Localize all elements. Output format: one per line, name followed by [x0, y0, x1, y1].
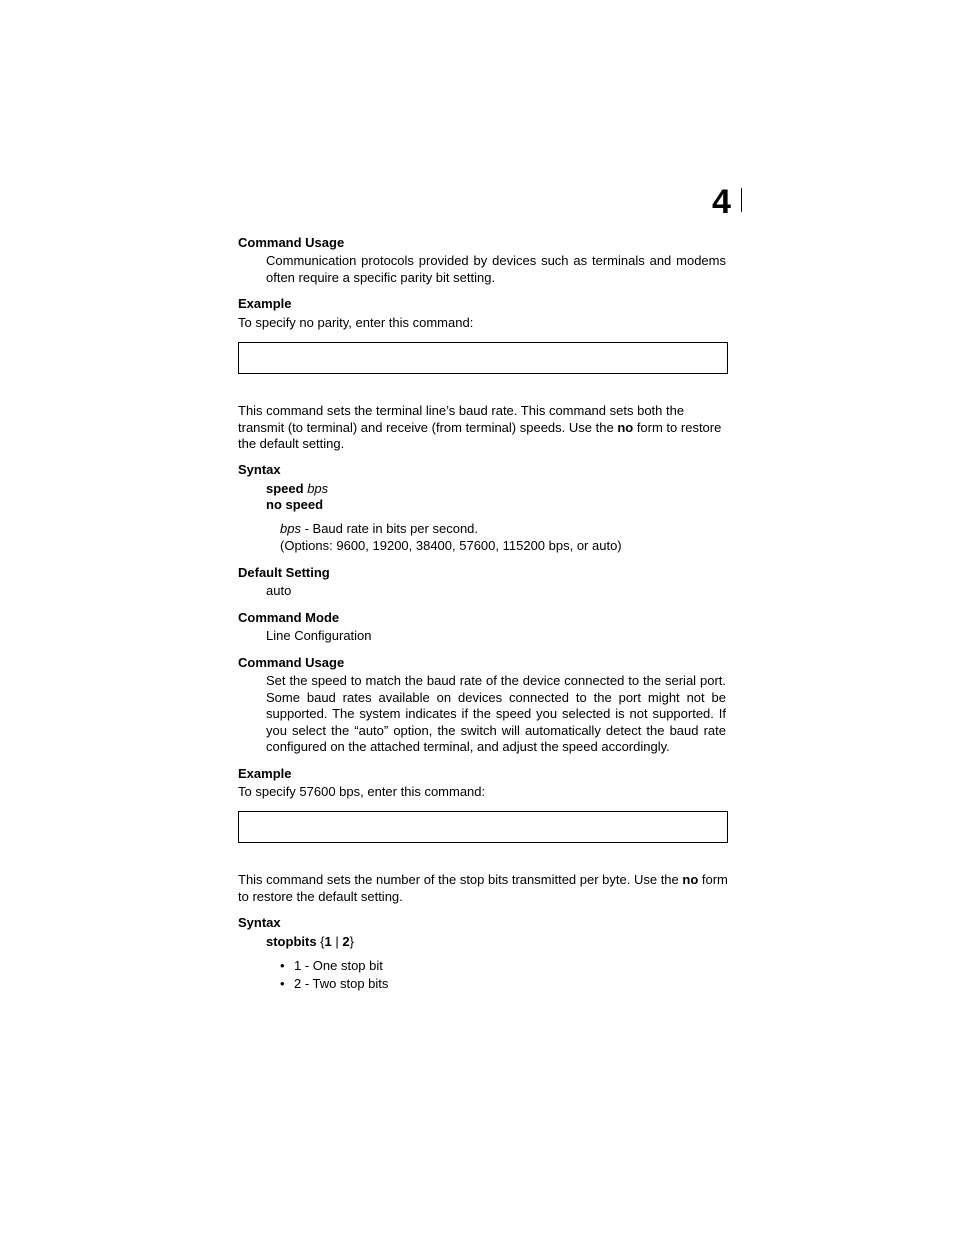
- stopbits-syntax-heading: Syntax: [238, 915, 281, 930]
- parity-example-code-box: [238, 342, 728, 374]
- stopbits-syntax-line: stopbits {1 | 2}: [266, 934, 354, 949]
- parity-example-heading: Example: [238, 296, 292, 311]
- speed-param-line: bps - Baud rate in bits per second.: [280, 521, 479, 536]
- speed-intro-no-keyword: no: [617, 419, 634, 435]
- parity-example-text: To specify no parity, enter this command:: [238, 315, 474, 330]
- speed-param-options: (Options: 9600, 19200, 38400, 57600, 115200 bps, or auto): [280, 538, 622, 553]
- speed-usage-heading: Command Usage: [238, 655, 345, 670]
- stopbits-bullet-2: • 2 - Two stop bits: [280, 976, 389, 991]
- speed-mode-heading: Command Mode: [238, 610, 340, 625]
- stopbits-intro: This command sets the number of the stop bits transmitted per byte. Use the no form to restore the default setting.: [238, 872, 728, 904]
- bullet-mark: •: [280, 976, 285, 991]
- chapter-rule: [741, 188, 742, 212]
- speed-default-value: auto: [266, 583, 292, 598]
- speed-param-name: bps: [280, 521, 301, 536]
- speed-syntax-arg: bps: [307, 481, 329, 496]
- stopbits-intro-no-keyword: no: [682, 872, 699, 887]
- bullet-mark: •: [280, 958, 285, 973]
- speed-example-heading: Example: [238, 766, 292, 781]
- speed-example-text: To specify 57600 bps, enter this command:: [238, 784, 486, 799]
- speed-mode-value: Line Configuration: [266, 628, 372, 643]
- parity-usage-heading: Command Usage: [238, 235, 345, 250]
- speed-syntax-no-line: no speed: [266, 497, 324, 512]
- speed-syntax-cmd: speed: [266, 481, 304, 496]
- stopbits-bullet-1: • 1 - One stop bit: [280, 958, 383, 973]
- chapter-number: 4: [712, 183, 731, 221]
- speed-default-heading: Default Setting: [238, 565, 330, 580]
- speed-intro: This command sets the terminal line’s baud rate. This command sets both the transmit (to terminal) and receive (from terminal) speeds. Use the no form to restore the default setting.: [238, 403, 722, 452]
- speed-example-code-box: [238, 811, 728, 843]
- speed-syntax-heading: Syntax: [238, 462, 281, 477]
- parity-usage-text: Communication protocols provided by devices such as terminals and modems often require a specific parity bit setting.: [266, 253, 726, 285]
- speed-syntax-line: [266, 481, 328, 498]
- speed-usage-text: Set the speed to match the baud rate of the device connected to the serial port. Some baud rates available on devices connected to the port might not be supported. The system indicates if the speed you selected is not supported. If you select the “auto” option, the switch will automatically detect the baud rate configured on the attached terminal, and adjust the speed accordingly.: [266, 673, 726, 755]
